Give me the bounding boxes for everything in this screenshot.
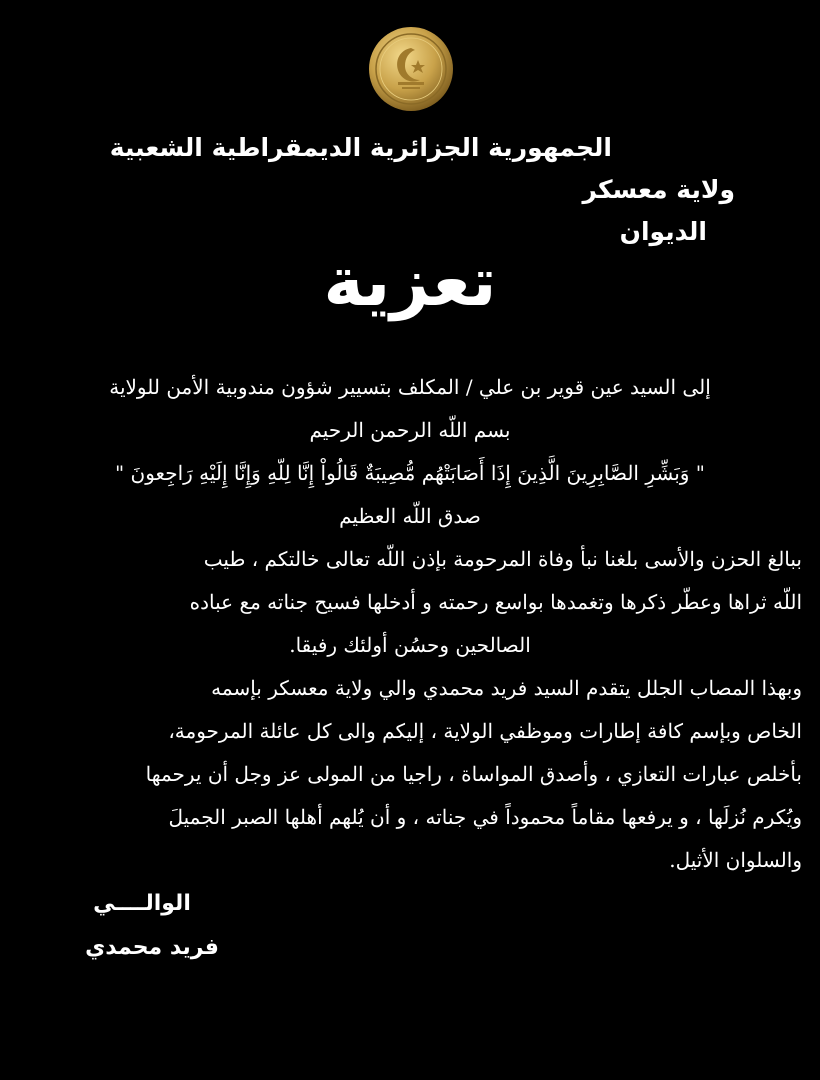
condolence-body bbox=[18, 366, 802, 882]
paragraph1-line: اللّه ثراها وعطّر ذكرها وتغمدها بواسع رحمته و أدخلها فسيح جناته مع عباده bbox=[189, 590, 802, 614]
addressee-line: إلى السيد عين قوير بن علي / المكلف بتسيير شؤون مندوبية الأمن للولاية bbox=[109, 375, 711, 399]
office-name: الديوان bbox=[619, 217, 707, 246]
paragraph2-line: وبهذا المصاب الجلل يتقدم السيد فريد محمدي والي ولاية معسكر بإسمه bbox=[211, 676, 802, 700]
paragraph2-line: بأخلص عبارات التعازي ، وأصدق المواساة ، راجيا من المولى عز وجل أن يرحمها bbox=[145, 762, 802, 786]
paragraph2-line: ويُكرم نُزلَها ، و يرفعها مقاماً محموداً في جناته ، و أن يُلهم أهلها الصبر الجميلَ bbox=[168, 805, 802, 829]
paragraph2-line: والسلوان الأثيل. bbox=[669, 848, 802, 872]
verse-close-line: صدق اللّه العظيم bbox=[339, 504, 481, 528]
signature-name: فريد محمدي bbox=[85, 935, 219, 960]
page-title: تعزية bbox=[323, 243, 497, 322]
verse-line: " وَبَشِّرِ الصَّابِرِينَ الَّذِينَ إِذَا أَصَابَتْهُم مُّصِيبَةٌ قَالُواْ إِنَّا لِلّهِ وَإِنَّا إِلَيْهِ رَاجِعونَ " bbox=[114, 461, 706, 485]
basmala-line: بسم اللّه الرحمن الرحيم bbox=[309, 418, 511, 442]
paragraph1-line: ببالغ الحزن والأسى بلغنا نبأ وفاة المرحومة بإذن اللّه تعالى خالتكم ، طيب bbox=[203, 547, 802, 571]
wilaya-name: ولاية معسكر bbox=[582, 175, 735, 204]
paragraph1-line: الصالحين وحسُن أولئك رفيقا. bbox=[289, 633, 531, 657]
signature-title: الوالــــي bbox=[93, 891, 191, 916]
republic-name: الجمهورية الجزائرية الديمقراطية الشعبية bbox=[109, 133, 612, 162]
national-seal-icon bbox=[368, 26, 454, 112]
paragraph2-line: الخاص وبإسم كافة إطارات وموظفي الولاية ، إليكم والى كل عائلة المرحومة، bbox=[168, 719, 802, 743]
